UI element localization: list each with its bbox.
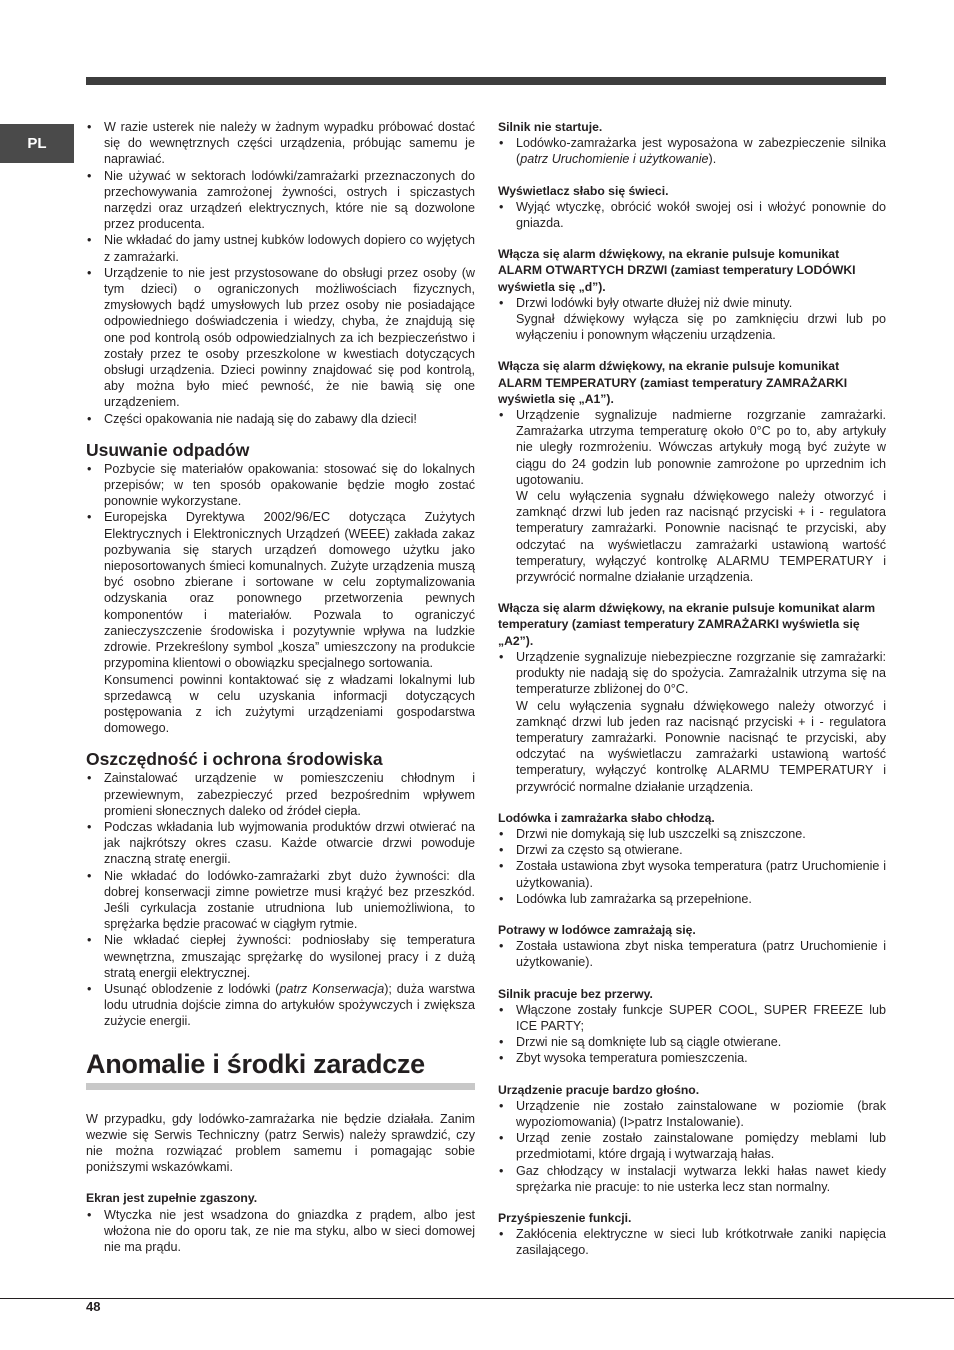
footer-rule: [0, 1298, 954, 1299]
text: Usunąć oblodzenie z lodówki (: [104, 981, 280, 996]
list-item: • Została ustawiona zbyt niska temperatura (patrz Uruchomienie i użytkowanie).: [498, 938, 886, 970]
problem-heading: Włącza się alarm dźwiękowy, na ekranie pulsuje komunikat ALARM OTWARTYCH DRZWI (zamiast temperatury LODÓWKI wyświetla się „d”).: [498, 247, 856, 294]
top-rule: [86, 77, 886, 85]
list-item: • Części opakowania nie nadają się do zabawy dla dzieci!: [86, 411, 475, 427]
list-item: • Europejska Dyrektywa 2002/96/EC dotycząca Zużytych Elektrycznych i Elektronicznych Urządzeń (WEEE) zakłada zakaz pozbywania się starych urządzeń domowego użytku jako nieposortowanych śmieci komunalnych. Zużyte urządzenia muszą być osobno zbierane i sortowane w celu zoptymalizowania odzyskania oraz ponownego przetworzenia pewnych komponentów i materiałów. Pozwala to ograniczyć zanieczyszczenie środowiska i pozytywnie wpływa na ludzkie zdrowie. Przekreślony symbol „kosza” umieszczony na produkcie przypomina klientowi o obowiązku specjalnego sortowania.: [86, 509, 475, 671]
list-item: • Nie wkładać ciepłej żywności: podniosłaby się temperatura wewnętrzna, zmuszając sprężarkę do wysilonej pracy i z dużą stratą energii elektrycznej.: [86, 932, 475, 981]
list-item: • Drzwi nie są domknięte lub są ciągle otwierane.: [498, 1034, 886, 1050]
list-item: • Nie używać w sektorach lodówki/zamrażarki przeznaczonych do przechowywania zamrożonej żywności, ostrych i spiczastych narzędzi oraz urządzeń elektrycznych, które nie są dozwolone przez producenta.: [86, 168, 475, 233]
left-column: [86, 119, 475, 1255]
door-alarm-list: [498, 295, 886, 344]
list-item: • W razie usterek nie należy w żadnym wypadku próbować dostać się do wewnętrznych części urządzenia, próbując samemu je naprawiać.: [86, 119, 475, 168]
list-item: • Wtyczka nie jest wsadzona do gniazdka z prądem, albo jest włożona nie do oporu tak, ze nie ma styku, albo w sieci domowej nie ma prądu.: [86, 1207, 475, 1256]
list-item: • Drzwi lodówki były otwarte dłużej niż dwie minuty.: [498, 295, 886, 311]
list-item: • Zbyt wysoka temperatura pomieszczenia.: [498, 1050, 886, 1066]
problem-heading: Potrawy w lodówce zamrażają się.: [498, 922, 696, 937]
a1-list: [498, 407, 886, 585]
reference: patrz Konserwacja: [279, 981, 385, 996]
list-item-continuation: W celu wyłączenia sygnału dźwiękowego należy otworzyć i zamknąć drzwi lub jeden raz nacisnąć przyciski + i - regulatora temperatury zamrażarki. Ponownie nacisnąć te przyciski, aby odczytać na wyświetlaczu zamrażarki ustawioną wartość temperatury, wyłączyć kontrolkę ALARMU TEMPERATURY i przywrócić normalne działanie urządzenia.: [516, 489, 886, 585]
list-item: • Zakłócenia elektryczne w sieci lub krótkotrwałe zaniki napięcia zasilającego.: [498, 1226, 886, 1258]
list-item: [498, 135, 886, 167]
problem-heading: Włącza się alarm dźwiękowy, na ekranie pulsuje komunikat ALARM TEMPERATURY (zamiast temperatury ZAMRAŻARKI wyświetla się „A1”).: [498, 359, 848, 406]
list-item: • Urządzenie sygnalizuje nadmierne rozgrzanie zamrażarki. Zamrażarka utrzyma temperaturę około 0°C po to, aby artykuły nie uległy rozmrożeniu. Wówczas artykuły mogą być zużyte w ciągu do 24 godzin lub ponownie zamrożone po uprzednim ich ugotowaniu.: [498, 407, 886, 488]
eco-heading: Oszczędność i ochrona środowiska: [86, 749, 383, 770]
text: ); duża warstwa lodu utrudnia dojście zimna do artykułów spożywczych i zwiększa zużycie energii.: [104, 981, 476, 1029]
list-item: • Urządzenie to nie jest przystosowane do obsługi przez osoby (w tym dzieci) o ograniczonych możliwościach fizycznych, zmysłowych bądź umysłowych lub przez osoby nie posiadające odpowiedniego doświadczenia i wiedzy, chyba, że znajdują się one pod kontrolą osób odpowiedzialnych za ich bezpieczeństwo i zostały przez te osoby przeszkolone w kwestiach dotyczących obsługi urządzenia. Dzieci powinny znajdować się pod kontrolą, aby można było mieć pewność, że nie bawią się one urządzeniem.: [86, 265, 475, 411]
problem-heading: Urządzenie pracuje bardzo głośno.: [498, 1082, 700, 1097]
safety-list: [86, 119, 475, 427]
list-item: • Lodówka lub zamrażarka są przepełnione.: [498, 891, 886, 907]
list-item: • Gaz chłodzący w instalacji wytwarza lekki hałas nawet kiedy sprężarka nie pracuje: to nie usterka lecz stan normalny.: [498, 1163, 886, 1195]
list-item: • Podczas wkładania lub wyjmowania produktów drzwi otwierać na jak najkrótszy okres czasu. Każde otwarcie drzwi powoduje znaczną stratę energii.: [86, 819, 475, 868]
list-item-continuation: Konsumenci powinni kontaktować się z władzami lokalnymi lub sprzedawcą w celu uzyskania informacji dotyczących postępowania z ich zużytymi urządzeniami gospodarstwa domowego.: [104, 672, 475, 736]
right-column: [498, 119, 886, 1259]
problem-heading: Wyświetlacz słabo się świeci.: [498, 183, 669, 198]
list-item: • Nie wkładać do lodówko-zamrażarki zbyt dużo żywności: dla dobrej konserwacji zimne powietrze musi krążyć bez przeszkód. Jeśli cyrkulacja zostanie utrudniona lub uniemożliwiona, to sprężarka będzie pracować w ciągłym rytmie.: [86, 868, 475, 933]
list-item: • Drzwi za często są otwierane.: [498, 842, 886, 858]
problem-heading: Przyśpieszenie funkcji.: [498, 1210, 632, 1225]
eco-list: [86, 770, 475, 1029]
a2-list: [498, 649, 886, 795]
list-item: • Wyjąć wtyczkę, obrócić wokół swojej osi i włożyć ponownie do gniazda.: [498, 199, 886, 231]
problem-heading: Lodówka i zamrażarka słabo chłodzą.: [498, 810, 715, 825]
page-number: 48: [86, 1299, 101, 1314]
text: ).: [708, 152, 717, 167]
freeze-list: [498, 938, 886, 970]
chapter-title: Anomalie i środki zaradcze: [86, 1049, 475, 1090]
problem-heading: Silnik nie startuje.: [498, 120, 603, 134]
list-item: • Nie wkładać do jamy ustnej kubków lodowych dopiero co wyjętych z zamrażarki.: [86, 232, 475, 264]
waste-list: [86, 461, 475, 736]
screen-off-list: [86, 1207, 475, 1256]
display-list: [498, 199, 886, 231]
reference: patrz Uruchomienie i użytkowanie: [520, 152, 709, 167]
list-item: • Urząd zenie zostało zainstalowane pomiędzy meblami lub przedmiotami, które drgają i wytwarzają hałas.: [498, 1130, 886, 1162]
intro-paragraph: W przypadku, gdy lodówko-zamrażarka nie będzie działała. Zanim wezwie się Serwis Techniczny (patrz Serwis) należy sprawdzić, czy nie można rozwiązać problem samemu i pomagając sobie poniższymi wskazówkami.: [86, 1111, 475, 1175]
motor-list: [498, 135, 886, 167]
list-item: • Zainstalować urządzenie w pomieszczeniu chłodnym i przewiewnym, zabezpieczyć przed bezpośrednim wpływem promieni słonecznych daleko od źródeł ciepła.: [86, 770, 475, 819]
loud-list: [498, 1098, 886, 1195]
language-tab: PL: [0, 124, 74, 163]
accel-list: [498, 1226, 886, 1258]
problem-heading: Silnik pracuje bez przerwy.: [498, 986, 653, 1001]
list-item: [86, 981, 475, 1030]
list-item-continuation: Sygnał dźwiękowy wyłącza się po zamknięciu drzwi lub po wyłączeniu i ponownym włączeniu urządzenia.: [516, 312, 886, 343]
list-item: • Drzwi nie domykają się lub uszczelki są zniszczone.: [498, 826, 886, 842]
list-item: • Włączone zostały funkcje SUPER COOL, SUPER FREEZE lub ICE PARTY;: [498, 1002, 886, 1034]
nonstop-list: [498, 1002, 886, 1067]
list-item-continuation: W celu wyłączenia sygnału dźwiękowego należy otworzyć i zamknąć drzwi lub jeden raz nacisnąć przyciski + i - regulatora temperatury zamrażarki. Ponownie nacisnąć te przyciski, aby odczytać na wyświetlaczu zamrażarki ustawioną wartość temperatury, wyłączyć kontrolkę ALARMU TEMPERATURY i przywrócić normalne działanie urządzenia.: [516, 698, 886, 794]
list-item: • Została ustawiona zbyt wysoka temperatura (patrz Uruchomienie i użytkowania).: [498, 858, 886, 890]
list-item: • Pozbycie się materiałów opakowania: stosować się do lokalnych przepisów; w ten sposób opakowanie będzie mogło zostać ponownie wykorzystane.: [86, 461, 475, 510]
list-item: • Urządzenie sygnalizuje niebezpieczne rozgrzanie się zamrażarki: produkty nie nadają się do spożycia. Zamrażalnik utrzyma się na temperaturze zbliżonej do 0°C.: [498, 649, 886, 698]
waste-heading: Usuwanie odpadów: [86, 439, 250, 460]
problem-heading: Włącza się alarm dźwiękowy, na ekranie pulsuje komunikat alarm temperatury (zamiast temperatury ZAMRAŻARKI wyświetla się „A2”).: [498, 601, 876, 648]
text: Lodówko-zamrażarka jest wyposażona w zabezpieczenie silnika (: [516, 136, 886, 167]
list-item: • Urządzenie nie zostało zainstalowane w poziomie (brak wypoziomowania) (I>patrz Instalowanie).: [498, 1098, 886, 1130]
weak-cool-list: [498, 826, 886, 907]
problem-heading: Ekran jest zupełnie zgaszony.: [86, 1191, 258, 1206]
